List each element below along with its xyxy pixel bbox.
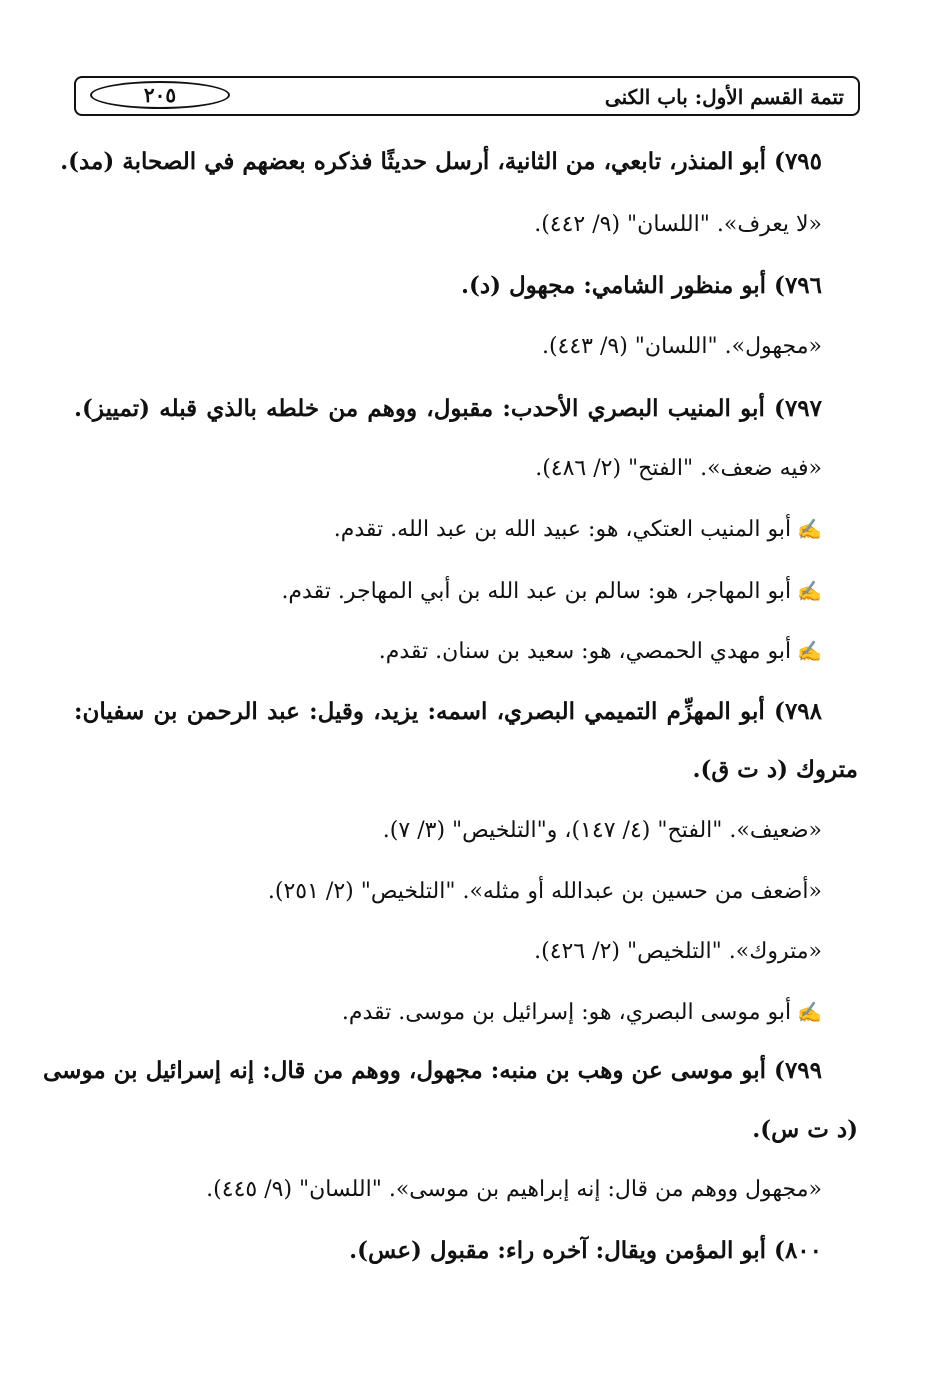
- quote-line: «مجهول ووهم من قال: إنه إبراهيم بن موسى». "اللسان" (٩/ ٤٤٥).: [206, 1177, 822, 1202]
- entry-798: ٧٩٨) أبو المهزِّم التميمي البصري، اسمه: يزيد، وقيل: عبد الرحمن بن سفيان:: [74, 698, 822, 725]
- entry-800: ٨٠٠) أبو المؤمن ويقال: آخره راء: مقبول (عس).: [349, 1237, 822, 1264]
- pencil-icon: ✍: [797, 639, 822, 663]
- quote-line: «مجهول». "اللسان" (٩/ ٤٤٣).: [541, 334, 822, 359]
- running-title: تتمة القسم الأول: باب الكنى: [604, 85, 844, 109]
- entry-795: ٧٩٥) أبو المنذر، تابعي، من الثانية، أرسل حديثًا فذكره بعضهم في الصحابة (مد).: [60, 148, 822, 175]
- quote-line: «أضعف من حسين بن عبدالله أو مثله». "التلخيص" (٢/ ٢٥١).: [267, 879, 822, 904]
- entry-797: ٧٩٧) أبو المنيب البصري الأحدب: مقبول، ووهم من خلطه بالذي قبله (تمييز).: [74, 395, 822, 422]
- page-header: [74, 76, 860, 116]
- cross-reference-text: أبو مهدي الحمصي، هو: سعيد بن سنان. تقدم.: [378, 639, 792, 664]
- cross-reference: [342, 996, 822, 1029]
- cross-reference-text: أبو المنيب العتكي، هو: عبيد الله بن عبد الله. تقدم.: [333, 517, 792, 542]
- cross-reference: [334, 513, 822, 546]
- cross-reference: [281, 575, 822, 608]
- pencil-icon: ✍: [797, 1000, 822, 1024]
- cross-reference-text: أبو موسى البصري، هو: إسرائيل بن موسى. تقدم.: [341, 1000, 792, 1025]
- page-number: ٢٠٥: [90, 81, 230, 109]
- quote-line: «لا يعرف». "اللسان" (٩/ ٤٤٢).: [534, 212, 822, 237]
- pencil-icon: ✍: [797, 579, 822, 603]
- quote-line: «ضعيف». "الفتح" (٤/ ١٤٧)، و"التلخيص" (٣/ ٧).: [382, 818, 822, 843]
- quote-line: «فيه ضعف». "الفتح" (٢/ ٤٨٦).: [535, 456, 822, 481]
- cross-reference-text: أبو المهاجر، هو: سالم بن عبد الله بن أبي المهاجر. تقدم.: [281, 579, 792, 604]
- pencil-icon: ✍: [797, 517, 822, 541]
- cross-reference: [379, 635, 822, 668]
- quote-line: «متروك». "التلخيص" (٢/ ٤٢٦).: [534, 939, 822, 964]
- entry-799: ٧٩٩) أبو موسى عن وهب بن منبه: مجهول، ووهم من قال: إنه إسرائيل بن موسى: [43, 1057, 822, 1084]
- entry-796: ٧٩٦) أبو منظور الشامي: مجهول (د).: [460, 272, 822, 299]
- entry-799-continued: (د ت س).: [752, 1116, 858, 1143]
- entry-798-continued: متروك (د ت ق).: [692, 756, 858, 783]
